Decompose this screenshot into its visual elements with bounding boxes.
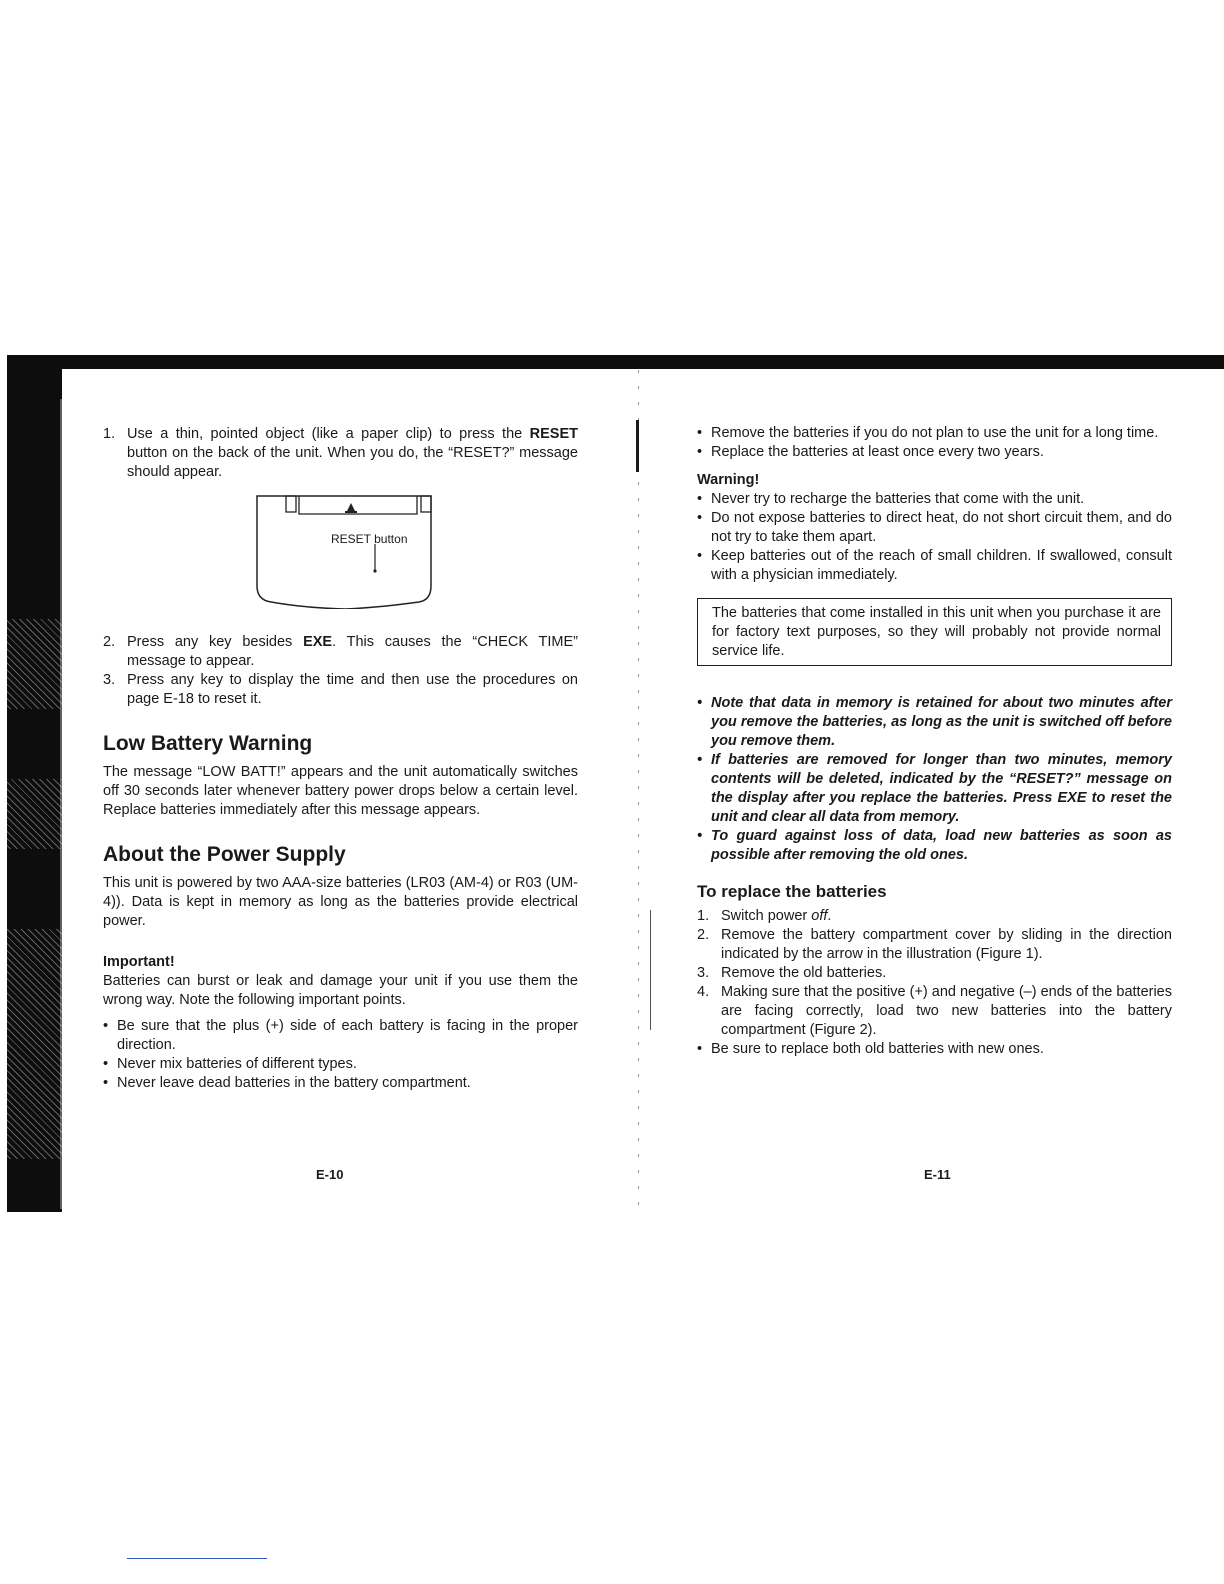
scan-speckle — [7, 619, 62, 709]
step-keyword: EXE — [303, 634, 333, 650]
step-text: Making sure that the positive (+) and negative (–) ends of the batteries are facing correctly, load two new batteries into the battery compartment (Figure 2). — [721, 984, 1172, 1038]
low-battery-heading: Low Battery Warning — [103, 732, 313, 755]
reset-step-1 — [103, 425, 578, 482]
reset-step-2 — [103, 633, 578, 671]
scan-left-edge — [7, 369, 62, 1212]
warning-heading: Warning! — [697, 472, 760, 488]
low-battery-text: The message “LOW BATT!” appears and the unit automatically switches off 30 seconds later whenever battery power drops below a certain level. Replace batteries immediately after this message appears. — [103, 764, 578, 818]
replace-batteries-heading: To replace the batteries — [697, 882, 887, 901]
list-item — [103, 1074, 578, 1093]
replace-step — [697, 926, 1172, 964]
fold-mark — [636, 420, 639, 472]
list-item-text: Remove the batteries if you do not plan to use the unit for a long time. — [711, 425, 1159, 441]
page-number-right: E-11 — [924, 1167, 951, 1182]
list-item — [697, 490, 1172, 509]
important-text: Batteries can burst or leak and damage your unit if you use them the wrong way. Note the following important points. — [103, 973, 578, 1008]
page-fold — [638, 370, 639, 1210]
list-item-text: Keep batteries out of the reach of small children. If swallowed, consult with a physician immediately. — [711, 548, 1172, 583]
list-item — [697, 1040, 1172, 1059]
replace-step — [697, 964, 1172, 983]
list-item-text: Do not expose batteries to direct heat, do not short circuit them, and do not try to take them apart. — [711, 510, 1172, 545]
list-item-text: Note that data in memory is retained for about two minutes after you remove the batteries, as long as the unit is switched off before you remove them. — [711, 695, 1172, 749]
bottom-link-line — [127, 1558, 267, 1559]
bullet-dot: • — [697, 425, 703, 441]
step-text: Remove the battery compartment cover by sliding in the direction indicated by the arrow in the illustration (Figure 1). — [721, 927, 1172, 962]
step-number: 1. — [103, 426, 116, 442]
list-item — [697, 443, 1172, 462]
list-item-text: Be sure to replace both old batteries with new ones. — [711, 1041, 1044, 1057]
list-item-text: If batteries are removed for longer than two minutes, memory contents will be deleted, indicated by the “RESET?” message on the display after you replace the batteries. Press EXE to reset the unit and clear all data from memory. — [711, 752, 1172, 825]
reset-step-3 — [103, 671, 578, 709]
bullet-dot: • — [697, 491, 703, 507]
bullet-dot: • — [103, 1056, 109, 1072]
reset-button-figure — [255, 492, 433, 609]
list-item — [697, 694, 1172, 751]
list-item — [697, 827, 1172, 865]
list-item-text: Be sure that the plus (+) side of each battery is facing in the proper direction. — [117, 1018, 578, 1053]
scan-top-bar — [7, 355, 1224, 369]
reset-button-label: RESET button — [331, 532, 408, 546]
step-emphasis: off — [811, 908, 828, 924]
step-text: Use a thin, pointed object (like a paper clip) to press the — [127, 426, 530, 442]
scan-speckle — [7, 779, 62, 849]
scan-speckle — [7, 929, 62, 1159]
step-text: . This causes the “CHECK TIME” message to appear. — [127, 634, 578, 669]
bullet-dot: • — [697, 444, 703, 460]
important-heading: Important! — [103, 954, 175, 970]
step-number: 3. — [697, 965, 710, 981]
left-page — [103, 425, 578, 1093]
list-item — [697, 424, 1172, 443]
list-item — [697, 509, 1172, 547]
step-number: 1. — [697, 908, 710, 924]
list-item-text: Never try to recharge the batteries that come with the unit. — [711, 491, 1085, 507]
bullet-dot: • — [697, 695, 703, 711]
replace-step — [697, 907, 1172, 926]
list-item-text: Replace the batteries at least once every two years. — [711, 444, 1044, 460]
step-keyword: RESET — [529, 426, 578, 442]
page-number-left: E-10 — [316, 1167, 344, 1182]
step-number: 2. — [103, 634, 116, 650]
step-number: 4. — [697, 984, 710, 1000]
power-supply-text: This unit is powered by two AAA-size batteries (LR03 (AM-4) or R03 (UM-4)). Data is kept in memory as long as the batteries provide electrical power. — [103, 875, 578, 929]
step-text: Remove the old batteries. — [721, 965, 887, 981]
unit-back-outline — [255, 492, 433, 609]
list-item-text: To guard against loss of data, load new batteries as soon as possible after removing the old ones. — [711, 828, 1172, 863]
bullet-dot: • — [697, 1041, 703, 1057]
list-item — [103, 1055, 578, 1074]
scan-edge-rule — [60, 399, 62, 1209]
step-text: button on the back of the unit. When you do, the “RESET?” message should appear. — [127, 445, 578, 480]
bullet-dot: • — [697, 828, 703, 844]
step-number: 2. — [697, 927, 710, 943]
step-number: 3. — [103, 672, 116, 688]
list-item-text: Never mix batteries of different types. — [117, 1056, 357, 1072]
bullet-dot: • — [697, 510, 703, 526]
bullet-dot: • — [103, 1075, 109, 1091]
step-text: Press any key to display the time and then use the procedures on page E-18 to reset it. — [127, 672, 578, 707]
bullet-dot: • — [103, 1018, 109, 1034]
bullet-dot: • — [697, 752, 703, 768]
bullet-dot: • — [697, 548, 703, 564]
note-box: The batteries that come installed in this unit when you purchase it are for factory text purposes, so they will probably not provide normal service life. — [697, 598, 1172, 666]
right-page — [697, 424, 1172, 1059]
step-text: Press any key besides — [127, 634, 304, 650]
list-item-text: Never leave dead batteries in the battery compartment. — [117, 1075, 471, 1091]
list-item — [103, 1017, 578, 1055]
right-page-rule — [650, 910, 651, 1030]
list-item — [697, 547, 1172, 585]
step-text: . — [827, 908, 832, 924]
step-text: Switch power — [721, 908, 812, 924]
replace-step — [697, 983, 1172, 1040]
power-supply-heading: About the Power Supply — [103, 843, 346, 866]
list-item — [697, 751, 1172, 827]
